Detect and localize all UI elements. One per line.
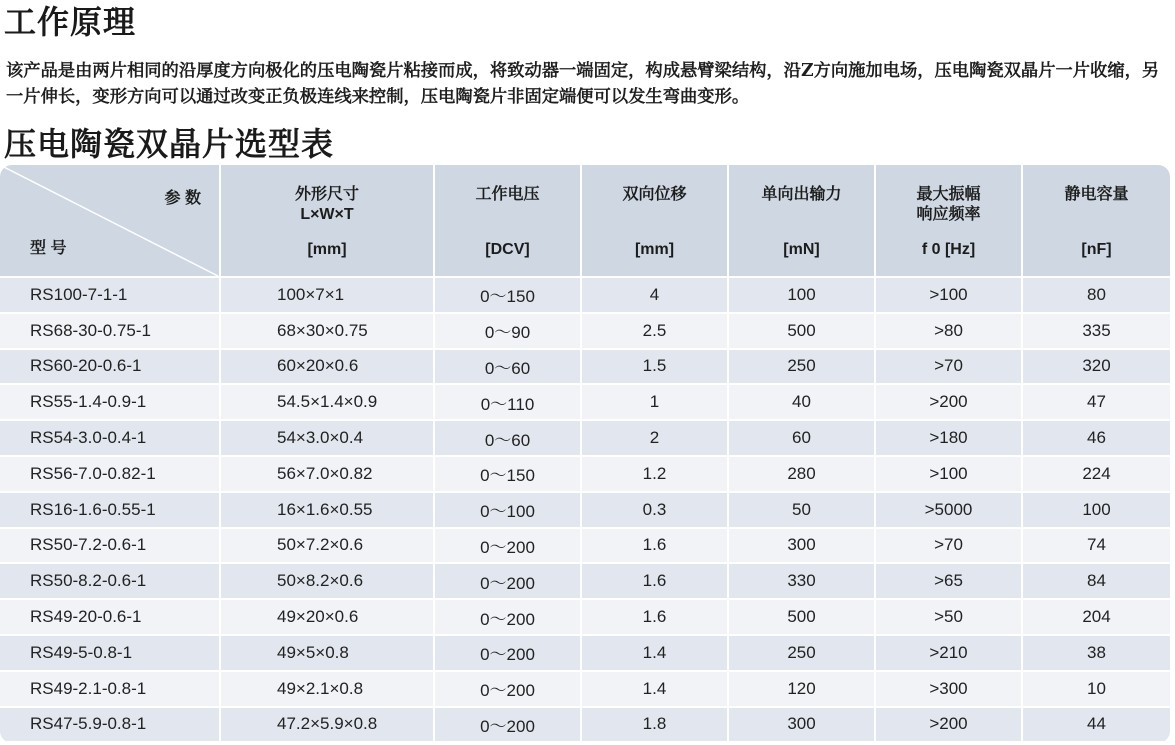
header-dimensions-unit: [mm] bbox=[307, 241, 347, 258]
table-row bbox=[0, 492, 1170, 528]
cell-dimensions: 50×7.2×0.6 bbox=[220, 528, 434, 564]
header-voltage-unit: [DCV] bbox=[485, 241, 530, 258]
table-row bbox=[0, 313, 1170, 349]
cell-frequency: >200 bbox=[875, 384, 1022, 420]
cell-dimensions: 100×7×1 bbox=[220, 277, 434, 313]
header-corner-cell bbox=[0, 165, 220, 277]
cell-voltage: 0～200 bbox=[434, 528, 581, 564]
cell-capacitance: 100 bbox=[1022, 492, 1170, 528]
cell-voltage: 0～200 bbox=[434, 563, 581, 599]
cell-frequency: >70 bbox=[875, 349, 1022, 385]
cell-capacitance: 84 bbox=[1022, 563, 1170, 599]
cell-model: RS56-7.0-0.82-1 bbox=[0, 456, 220, 492]
cell-dimensions: 60×20×0.6 bbox=[220, 349, 434, 385]
cell-displacement: 1.6 bbox=[581, 528, 728, 564]
header-model-label: 型 号 bbox=[30, 240, 67, 257]
header-displacement-unit: [mm] bbox=[634, 241, 675, 258]
cell-voltage: 0～60 bbox=[434, 349, 581, 385]
cell-capacitance: 10 bbox=[1022, 671, 1170, 707]
cell-model: RS55-1.4-0.9-1 bbox=[0, 384, 220, 420]
cell-capacitance: 224 bbox=[1022, 456, 1170, 492]
cell-frequency: >100 bbox=[875, 456, 1022, 492]
cell-model: RS47-5.9-0.8-1 bbox=[0, 707, 220, 743]
working-principle-paragraph: 该产品是由两片相同的沿厚度方向极化的压电陶瓷片粘接而成，将致动器一端固定，构成悬臂梁结构，沿Z方向施加电场，压电陶瓷双晶片一片收缩，另一片伸长，变形方向可以通过改变正负极连线来控制，压电陶瓷片非固定端便可以发生弯曲变形。 bbox=[6, 61, 1160, 107]
table-row bbox=[0, 563, 1170, 599]
cell-voltage: 0～200 bbox=[434, 671, 581, 707]
cell-force: 280 bbox=[728, 456, 875, 492]
header-force bbox=[728, 165, 875, 277]
cell-displacement: 1.2 bbox=[581, 456, 728, 492]
cell-capacitance: 335 bbox=[1022, 313, 1170, 349]
cell-voltage: 0～100 bbox=[434, 492, 581, 528]
cell-force: 120 bbox=[728, 671, 875, 707]
header-displacement-line-1: 双向位移 bbox=[622, 186, 687, 203]
cell-capacitance: 204 bbox=[1022, 599, 1170, 635]
cell-force: 300 bbox=[728, 528, 875, 564]
cell-dimensions: 56×7.0×0.82 bbox=[220, 456, 434, 492]
cell-voltage: 0～60 bbox=[434, 420, 581, 456]
cell-frequency: >70 bbox=[875, 528, 1022, 564]
cell-capacitance: 80 bbox=[1022, 277, 1170, 313]
table-body bbox=[0, 277, 1170, 742]
cell-capacitance: 38 bbox=[1022, 635, 1170, 671]
cell-frequency: >180 bbox=[875, 420, 1022, 456]
table-row bbox=[0, 384, 1170, 420]
cell-displacement: 1.8 bbox=[581, 707, 728, 743]
cell-model: RS50-7.2-0.6-1 bbox=[0, 528, 220, 564]
section-title-selection-table: 压电陶瓷双晶片选型表 bbox=[4, 125, 335, 163]
cell-dimensions: 47.2×5.9×0.8 bbox=[220, 707, 434, 743]
cell-force: 40 bbox=[728, 384, 875, 420]
cell-displacement: 2.5 bbox=[581, 313, 728, 349]
cell-displacement: 1.6 bbox=[581, 563, 728, 599]
cell-dimensions: 16×1.6×0.55 bbox=[220, 492, 434, 528]
cell-model: RS49-5-0.8-1 bbox=[0, 635, 220, 671]
table-header-row bbox=[0, 165, 1170, 277]
cell-voltage: 0～150 bbox=[434, 277, 581, 313]
selection-table bbox=[0, 165, 1170, 743]
cell-displacement: 1.4 bbox=[581, 635, 728, 671]
header-frequency-unit: f 0 [Hz] bbox=[921, 241, 976, 258]
header-voltage-line-1: 工作电压 bbox=[475, 186, 540, 203]
cell-displacement: 1 bbox=[581, 384, 728, 420]
cell-capacitance: 44 bbox=[1022, 707, 1170, 743]
cell-frequency: >50 bbox=[875, 599, 1022, 635]
header-capacitance-line-1: 静电容量 bbox=[1064, 186, 1129, 203]
cell-capacitance: 46 bbox=[1022, 420, 1170, 456]
cell-dimensions: 49×5×0.8 bbox=[220, 635, 434, 671]
cell-frequency: >65 bbox=[875, 563, 1022, 599]
header-force-unit: [mN] bbox=[783, 241, 820, 258]
cell-voltage: 0～150 bbox=[434, 456, 581, 492]
header-frequency-line-1: 最大振幅 bbox=[916, 186, 981, 203]
cell-capacitance: 320 bbox=[1022, 349, 1170, 385]
cell-force: 330 bbox=[728, 563, 875, 599]
cell-model: RS49-2.1-0.8-1 bbox=[0, 671, 220, 707]
header-displacement bbox=[581, 165, 728, 277]
cell-frequency: >210 bbox=[875, 635, 1022, 671]
cell-displacement: 1.4 bbox=[581, 671, 728, 707]
header-param-label: 参 数 bbox=[164, 190, 201, 207]
cell-dimensions: 49×2.1×0.8 bbox=[220, 671, 434, 707]
header-frequency-line-2: 响应频率 bbox=[916, 206, 981, 223]
cell-dimensions: 68×30×0.75 bbox=[220, 313, 434, 349]
table-row bbox=[0, 349, 1170, 385]
header-capacitance bbox=[1022, 165, 1170, 277]
cell-displacement: 2 bbox=[581, 420, 728, 456]
cell-model: RS49-20-0.6-1 bbox=[0, 599, 220, 635]
cell-displacement: 1.6 bbox=[581, 599, 728, 635]
cell-model: RS54-3.0-0.4-1 bbox=[0, 420, 220, 456]
header-capacitance-unit: [nF] bbox=[1081, 241, 1112, 258]
table-row bbox=[0, 528, 1170, 564]
table-row bbox=[0, 420, 1170, 456]
cell-force: 60 bbox=[728, 420, 875, 456]
cell-dimensions: 49×20×0.6 bbox=[220, 599, 434, 635]
cell-frequency: >200 bbox=[875, 707, 1022, 743]
cell-voltage: 0～200 bbox=[434, 599, 581, 635]
cell-frequency: >5000 bbox=[875, 492, 1022, 528]
cell-force: 100 bbox=[728, 277, 875, 313]
header-voltage bbox=[434, 165, 581, 277]
cell-voltage: 0～200 bbox=[434, 635, 581, 671]
table-row bbox=[0, 277, 1170, 313]
cell-model: RS16-1.6-0.55-1 bbox=[0, 492, 220, 528]
cell-voltage: 0～200 bbox=[434, 707, 581, 743]
cell-force: 300 bbox=[728, 707, 875, 743]
table-row bbox=[0, 671, 1170, 707]
cell-frequency: >80 bbox=[875, 313, 1022, 349]
cell-capacitance: 47 bbox=[1022, 384, 1170, 420]
cell-capacitance: 74 bbox=[1022, 528, 1170, 564]
cell-dimensions: 54×3.0×0.4 bbox=[220, 420, 434, 456]
cell-dimensions: 50×8.2×0.6 bbox=[220, 563, 434, 599]
cell-displacement: 4 bbox=[581, 277, 728, 313]
cell-force: 250 bbox=[728, 349, 875, 385]
cell-force: 50 bbox=[728, 492, 875, 528]
cell-frequency: >300 bbox=[875, 671, 1022, 707]
cell-force: 500 bbox=[728, 599, 875, 635]
header-frequency bbox=[875, 165, 1022, 277]
cell-voltage: 0～110 bbox=[434, 384, 581, 420]
table-row bbox=[0, 635, 1170, 671]
cell-dimensions: 54.5×1.4×0.9 bbox=[220, 384, 434, 420]
cell-model: RS60-20-0.6-1 bbox=[0, 349, 220, 385]
table-row bbox=[0, 599, 1170, 635]
diagonal-divider bbox=[0, 165, 220, 276]
header-force-line-1: 单向出输力 bbox=[761, 186, 842, 203]
cell-model: RS100-7-1-1 bbox=[0, 277, 220, 313]
cell-voltage: 0～90 bbox=[434, 313, 581, 349]
section-title-working-principle: 工作原理 bbox=[4, 3, 137, 41]
table-row bbox=[0, 707, 1170, 743]
cell-force: 500 bbox=[728, 313, 875, 349]
header-dimensions-line-1: 外形尺寸 bbox=[294, 186, 359, 203]
cell-frequency: >100 bbox=[875, 277, 1022, 313]
cell-force: 250 bbox=[728, 635, 875, 671]
cell-displacement: 1.5 bbox=[581, 349, 728, 385]
cell-model: RS68-30-0.75-1 bbox=[0, 313, 220, 349]
table-row bbox=[0, 456, 1170, 492]
cell-model: RS50-8.2-0.6-1 bbox=[0, 563, 220, 599]
header-dimensions bbox=[220, 165, 434, 277]
header-dimensions-line-2: L×W×T bbox=[300, 206, 354, 223]
cell-displacement: 0.3 bbox=[581, 492, 728, 528]
selection-table-container bbox=[0, 165, 1170, 743]
